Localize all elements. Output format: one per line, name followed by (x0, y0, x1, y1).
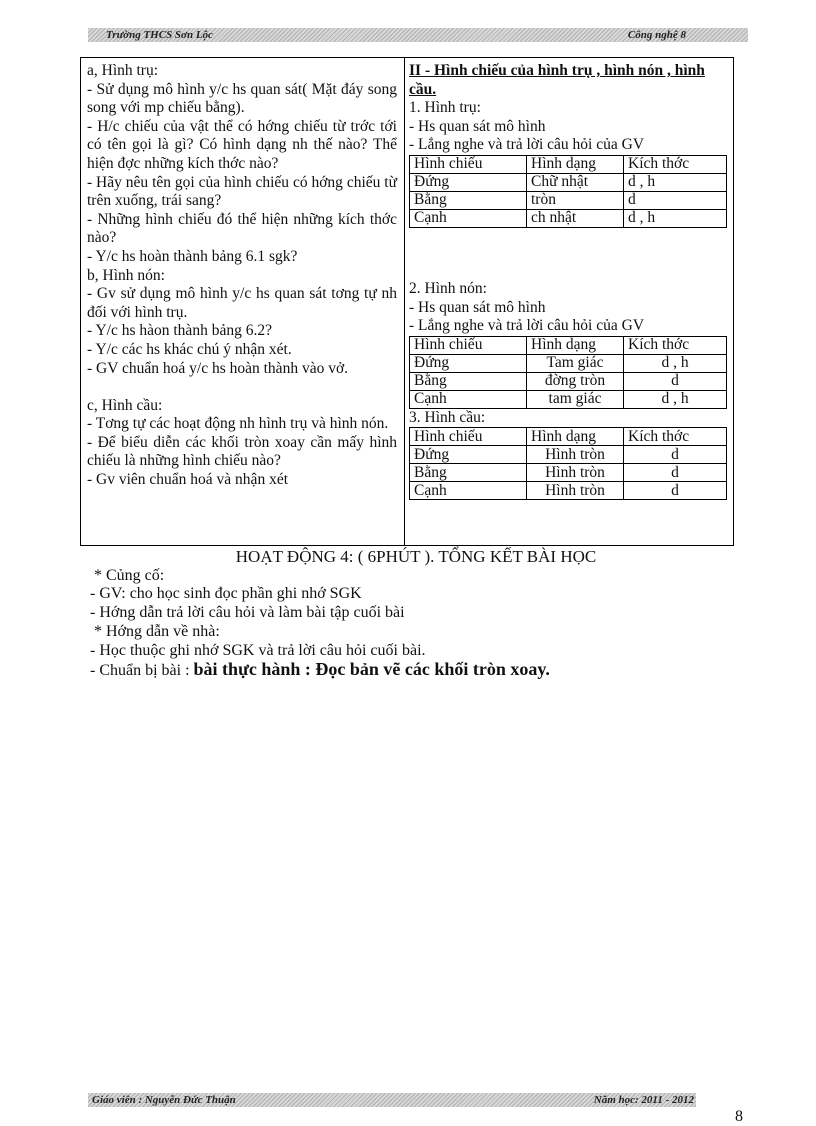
summary-line: * Hớng dẫn về nhà: (94, 622, 220, 640)
table-cell: Hình chiếu (410, 428, 527, 446)
lesson-table (80, 57, 734, 546)
table-cell: Hình dạng (527, 336, 624, 354)
footer-year: Năm học: 2011 - 2012 (593, 1094, 694, 1106)
table-cell: d , h (624, 173, 727, 191)
student-activity-column (409, 62, 729, 500)
cylinder-table (409, 155, 727, 228)
table-cell: d (624, 446, 727, 464)
cone-table (409, 336, 727, 409)
sphere-table (409, 427, 727, 500)
table-row (410, 336, 727, 354)
left-line: a, Hình trụ: (87, 62, 159, 79)
left-line: - Để biểu diễn các khối tròn xoay cần mấy hình chiếu là những hình chiếu nào? (87, 433, 397, 470)
table-cell: đờng tròn (527, 372, 624, 390)
cylinder-line: - Lắng nghe và trả lời câu hỏi của GV (409, 136, 645, 154)
header-subject: Công nghệ 8 (627, 29, 686, 41)
teacher-activity-column (87, 62, 397, 490)
table-row (410, 354, 727, 372)
summary-line: - Học thuộc ghi nhớ SGK và trả lời câu hỏi cuối bài. (90, 641, 426, 659)
table-row (410, 173, 727, 191)
section-heading: II - Hình chiếu của hình trụ , hình nón , hình cầu. (409, 62, 705, 98)
table-row (410, 390, 727, 408)
table-cell: Kích thớc (624, 428, 727, 446)
table-cell: Đứng (410, 354, 527, 372)
table-cell: tam giác (527, 390, 624, 408)
summary-line: - GV: cho học sinh đọc phần ghi nhớ SGK (90, 585, 362, 603)
table-cell: tròn (527, 191, 624, 209)
summary-line: - Hớng dẫn trả lời câu hỏi và làm bài tập cuối bài (90, 604, 405, 622)
summary-line: * Củng cố: (94, 566, 165, 584)
column-divider (404, 58, 405, 545)
table-cell: Bằng (410, 372, 527, 390)
table-cell: Tam giác (527, 354, 624, 372)
left-line-blank (87, 378, 397, 397)
left-line: - Gv sử dụng mô hình y/c hs quan sát tơng tự nh đối với hình trụ. (87, 285, 397, 321)
page-number: 8 (735, 1108, 743, 1125)
table-row (410, 372, 727, 390)
cylinder-line: - Hs quan sát mô hình (409, 117, 546, 135)
table-cell: Bằng (410, 191, 527, 209)
cone-line: - Hs quan sát mô hình (409, 298, 546, 316)
header-school: Trường THCS Sơn Lộc (106, 29, 213, 41)
sphere-title: 3. Hình cầu: (409, 408, 486, 426)
cylinder-title: 1. Hình trụ: (409, 99, 481, 117)
table-cell: d , h (624, 390, 727, 408)
page-footer (88, 1093, 696, 1107)
prepare-lesson: bài thực hành : Đọc bản vẽ các khối tròn xoay. (193, 659, 550, 680)
table-cell: Cạnh (410, 390, 527, 408)
table-row (410, 155, 727, 173)
left-line: - Những hình chiếu đó thể hiện những kích thớc nào? (87, 210, 397, 247)
table-cell: Cạnh (410, 209, 527, 227)
summary-lines (0, 567, 816, 681)
table-cell: d (624, 372, 727, 390)
left-line: - Y/c các hs khác chú ý nhận xét. (87, 340, 292, 358)
page-header (88, 28, 748, 42)
prepare-prefix: - Chuẩn bị bài : (90, 662, 194, 680)
table-cell: Hình tròn (527, 446, 624, 464)
table-cell: Kích thớc (624, 155, 727, 173)
activity-title: HOẠT ĐỘNG 4: ( 6PHÚT ). TỔNG KẾT BÀI HỌC (235, 547, 597, 566)
summary-section (0, 548, 816, 681)
left-line: - Hãy nêu tên gọi của hình chiếu có hớng chiếu từ trên xuống, trái sang? (87, 173, 397, 210)
table-row (410, 482, 727, 500)
table-cell: Bằng (410, 464, 527, 482)
left-line: - Sử dụng mô hình y/c hs quan sát( Mặt đáy song song với mp chiếu bằng). (87, 80, 397, 117)
table-cell: Hình dạng (527, 428, 624, 446)
cone-title: 2. Hình nón: (409, 279, 487, 297)
spacer (409, 228, 729, 280)
table-row (410, 191, 727, 209)
table-cell: d (624, 464, 727, 482)
left-line: - Y/c hs hoàn thành bảng 6.1 sgk? (87, 247, 298, 265)
table-cell: Hình tròn (527, 464, 624, 482)
table-row (410, 428, 727, 446)
table-cell: Hình chiếu (410, 336, 527, 354)
table-cell: Hình dạng (527, 155, 624, 173)
table-cell: d (624, 482, 727, 500)
table-row (410, 464, 727, 482)
left-line: - GV chuẩn hoá y/c hs hoàn thành vào vở. (87, 359, 349, 377)
table-cell: ch nhật (527, 209, 624, 227)
table-cell: d , h (624, 354, 727, 372)
table-cell: Hình tròn (527, 482, 624, 500)
table-cell: Chữ nhật (527, 173, 624, 191)
table-row (410, 209, 727, 227)
left-line: - Gv viên chuẩn hoá và nhận xét (87, 471, 289, 489)
table-cell: Kích thớc (624, 336, 727, 354)
table-cell: Đứng (410, 446, 527, 464)
left-line: - H/c chiếu của vật thể có hớng chiếu từ trớc tới có tên gọi là gì? Có hình dạng nh thế nào? Thể hiện đợc những kích thớc nào? (87, 117, 397, 172)
footer-teacher: Giáo viên : Nguyễn Đức Thuận (92, 1094, 236, 1106)
cone-line: - Lắng nghe và trả lời câu hỏi của GV (409, 317, 645, 335)
left-line: - Tơng tự các hoạt động nh hình trụ và hình nón. (87, 415, 389, 433)
table-cell: Cạnh (410, 482, 527, 500)
left-line: - Y/c hs hàon thành bảng 6.2? (87, 322, 272, 340)
prepare-line (90, 660, 816, 681)
left-line: b, Hình nón: (87, 266, 165, 284)
left-line: c, Hình cầu: (87, 396, 163, 414)
table-cell: d , h (624, 209, 727, 227)
table-cell: Hình chiếu (410, 155, 527, 173)
table-cell: d (624, 191, 727, 209)
table-row (410, 446, 727, 464)
table-cell: Đứng (410, 173, 527, 191)
